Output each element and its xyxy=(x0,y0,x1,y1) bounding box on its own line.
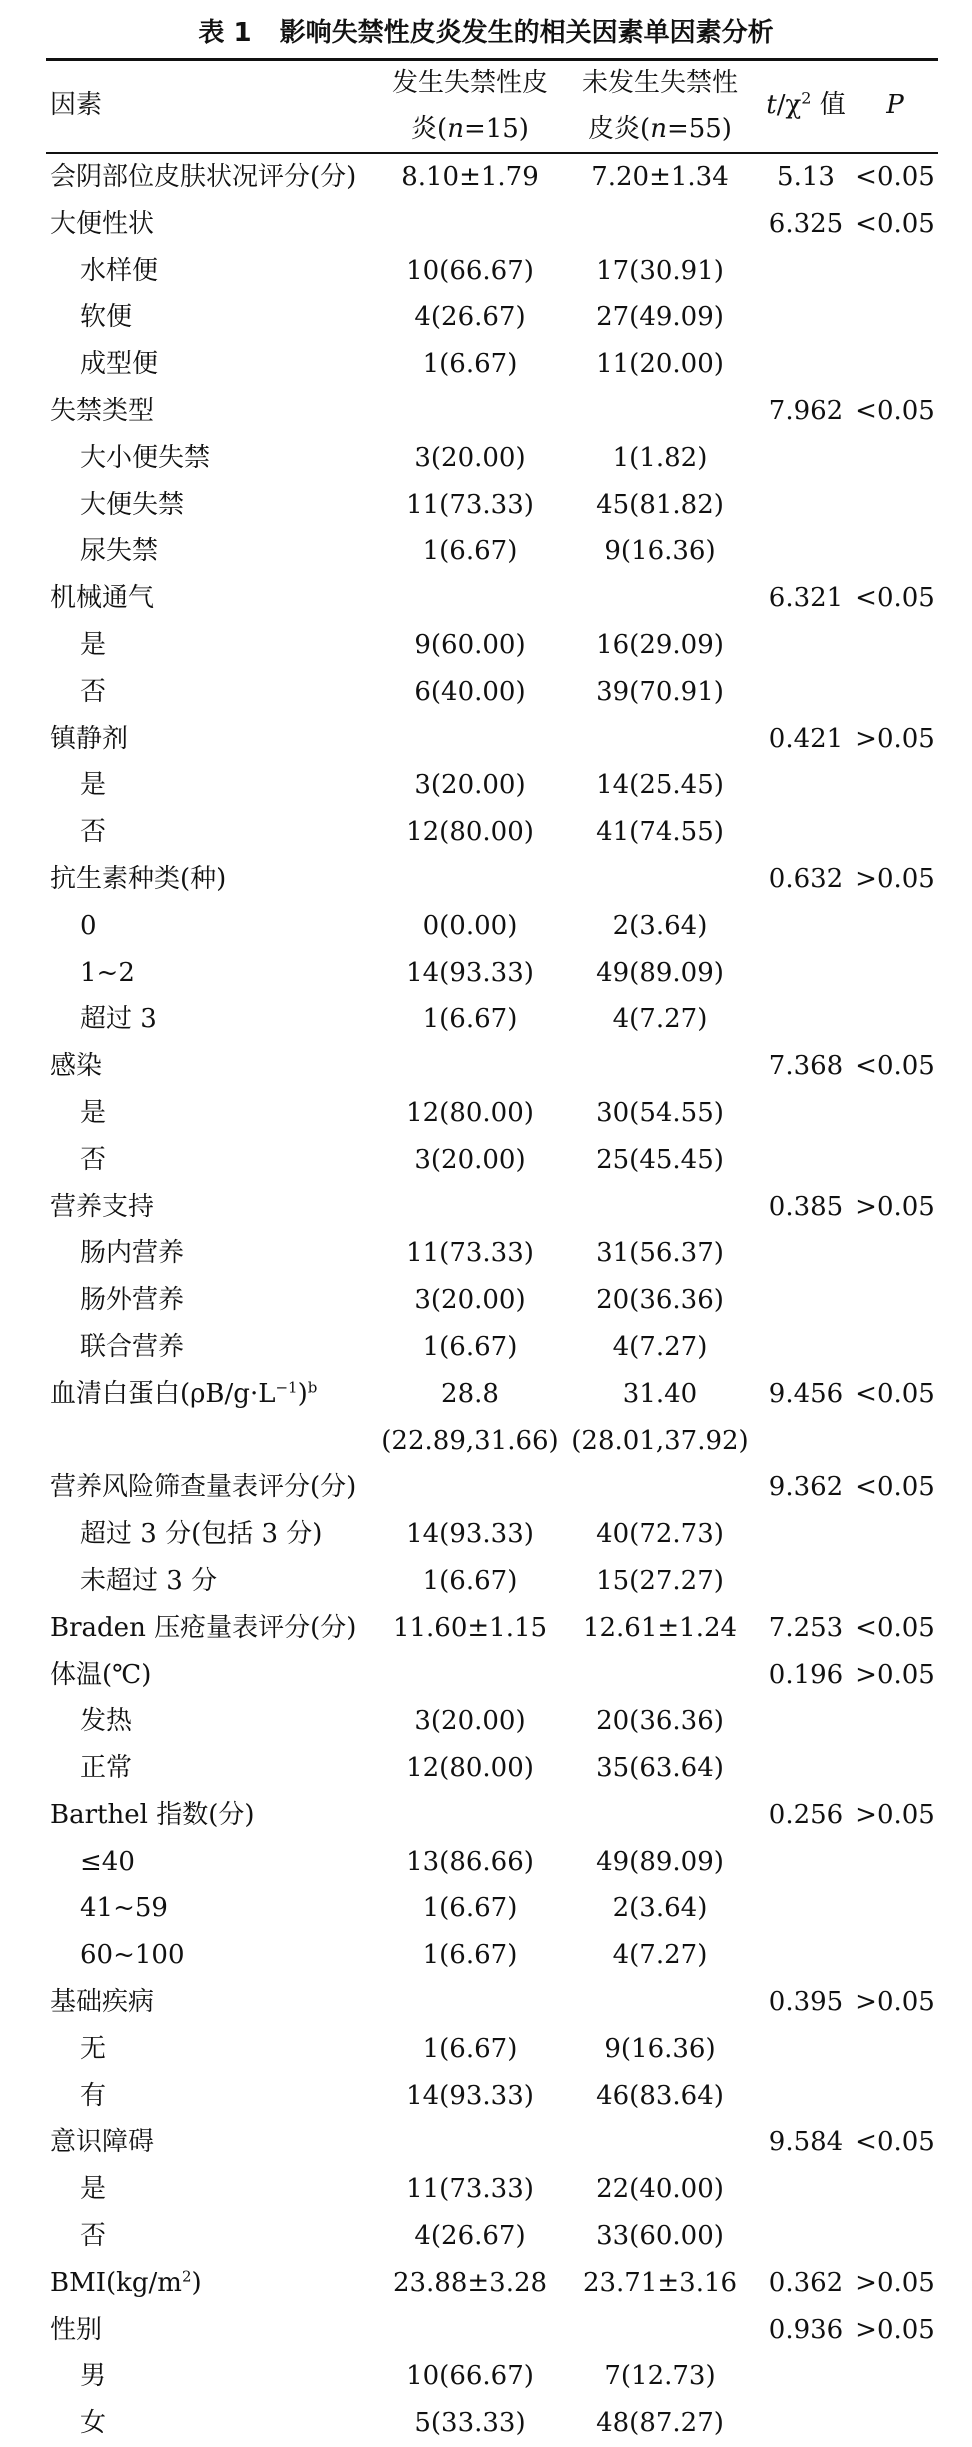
group-incidence-value: (22.89,31.66) xyxy=(381,1425,559,1456)
group-non-incidence-value: 41(74.55) xyxy=(596,817,724,848)
group-non-incidence-value: 1(1.82) xyxy=(612,442,708,473)
statistic-value: 0.395 xyxy=(768,1987,844,2018)
group-incidence-value: 1(6.67) xyxy=(422,536,518,567)
table-row xyxy=(0,201,972,248)
group-non-incidence-value: 48(87.27) xyxy=(596,2408,724,2439)
group-non-incidence-value: 7.20±1.34 xyxy=(591,162,729,192)
p-value: <0.05 xyxy=(855,2127,935,2158)
group-incidence-value: 1(6.67) xyxy=(422,1565,518,1596)
p-value: <0.05 xyxy=(855,1051,935,1082)
group-non-incidence-value: 49(89.09) xyxy=(596,1846,724,1877)
p-value: >0.05 xyxy=(855,1191,935,1222)
header-group-incidence-line1: 发生失禁性皮 xyxy=(391,68,548,98)
factor-label: 会阴部位皮肤状况评分(分) xyxy=(50,162,357,192)
group-incidence-value: 1(6.67) xyxy=(422,1331,518,1362)
group-non-incidence-value: 16(29.09) xyxy=(596,629,724,660)
statistic-value: 0.936 xyxy=(768,2314,844,2345)
table-subrow xyxy=(0,528,972,575)
factor-label: 女 xyxy=(80,2408,107,2439)
group-non-incidence-value: 31(56.37) xyxy=(596,1238,724,1269)
group-incidence-value: 9(60.00) xyxy=(414,629,526,660)
group-incidence-value: 12(80.00) xyxy=(406,817,534,848)
p-value: >0.05 xyxy=(855,2267,935,2298)
group-non-incidence-value: 11(20.00) xyxy=(596,349,724,380)
table-row xyxy=(0,1184,972,1231)
factor-label: Braden 压疮量表评分(分) xyxy=(50,1612,357,1643)
group-incidence-value: 3(20.00) xyxy=(414,442,526,473)
header-factor: 因素 xyxy=(50,90,103,120)
header-group-incidence xyxy=(375,60,565,152)
table-subrow xyxy=(0,1090,972,1137)
factor-label: 尿失禁 xyxy=(80,536,159,567)
p-value: >0.05 xyxy=(855,1659,935,1690)
factor-label: 发热 xyxy=(80,1706,133,1737)
group-non-incidence-value: 22(40.00) xyxy=(596,2174,724,2205)
header-group-non-incidence-line1: 未发生失禁性 xyxy=(581,68,738,98)
factor-label: 肠内营养 xyxy=(80,1238,185,1269)
factor-label: 正常 xyxy=(80,1753,133,1784)
p-value: <0.05 xyxy=(855,1378,935,1409)
group-incidence-value: 12(80.00) xyxy=(406,1753,534,1784)
table-subrow xyxy=(0,2026,972,2073)
table-row xyxy=(0,1652,972,1699)
statistic-value: 6.325 xyxy=(768,208,844,239)
table-row xyxy=(0,1792,972,1839)
group-non-incidence-value: 2(3.64) xyxy=(612,1893,708,1924)
group-non-incidence-value: 12.61±1.24 xyxy=(582,1612,738,1643)
statistic-value: 0.421 xyxy=(768,723,844,754)
group-incidence-value: 4(26.67) xyxy=(414,302,526,333)
header-group-non-incidence xyxy=(565,60,755,152)
factor-label: 抗生素种类(种) xyxy=(50,863,227,894)
table-subrow xyxy=(0,622,972,669)
factor-label: 性别 xyxy=(50,2314,103,2345)
table-row xyxy=(0,1418,972,1465)
group-non-incidence-value: 30(54.55) xyxy=(596,1097,724,1128)
factor-label: 男 xyxy=(80,2361,107,2392)
factor-label: 60~100 xyxy=(80,1940,185,1971)
table-subrow xyxy=(0,1698,972,1745)
statistic-value: 9.584 xyxy=(768,2127,844,2158)
table-row xyxy=(0,716,972,763)
table-subrow xyxy=(0,1230,972,1277)
table-number: 表 1 xyxy=(198,18,252,48)
header-group-incidence-line2: 炎(n=15) xyxy=(411,114,529,144)
group-incidence-value: 4(26.67) xyxy=(414,2221,526,2252)
group-non-incidence-value: 4(7.27) xyxy=(612,1331,708,1362)
table-row xyxy=(0,2119,972,2166)
table-subrow xyxy=(0,996,972,1043)
factor-label: ≤40 xyxy=(80,1846,135,1877)
group-incidence-value: 10(66.67) xyxy=(406,2361,534,2392)
factor-label: 大小便失禁 xyxy=(80,442,211,473)
factor-label: 有 xyxy=(80,2080,107,2111)
group-non-incidence-value: 35(63.64) xyxy=(596,1753,724,1784)
table-subrow xyxy=(0,1885,972,1932)
group-incidence-value: 11(73.33) xyxy=(406,489,534,520)
factor-label: 无 xyxy=(80,2033,107,2064)
table-row xyxy=(0,2307,972,2354)
factor-label: 1~2 xyxy=(80,957,135,988)
table-subrow xyxy=(0,1839,972,1886)
p-value: <0.05 xyxy=(855,1472,935,1503)
factor-label: 意识障碍 xyxy=(50,2127,155,2158)
group-incidence-value: 5(33.33) xyxy=(414,2408,526,2439)
factor-label: 是 xyxy=(80,1097,107,1128)
factor-label: 是 xyxy=(80,2174,107,2205)
factor-label: 镇静剂 xyxy=(50,723,129,754)
group-non-incidence-value: 27(49.09) xyxy=(596,302,724,333)
factor-label: 0 xyxy=(80,910,97,941)
table-subrow xyxy=(0,435,972,482)
group-incidence-value: 12(80.00) xyxy=(406,1097,534,1128)
group-non-incidence-value: 20(36.36) xyxy=(596,1706,724,1737)
factor-label: 成型便 xyxy=(80,349,159,380)
statistic-value: 9.456 xyxy=(768,1378,844,1409)
group-incidence-value: 3(20.00) xyxy=(414,1285,526,1316)
factor-label: 未超过 3 分 xyxy=(80,1565,218,1596)
table-subrow xyxy=(0,294,972,341)
group-non-incidence-value: 23.71±3.16 xyxy=(582,2267,738,2298)
group-incidence-value: 3(20.00) xyxy=(414,770,526,801)
statistic-value: 0.632 xyxy=(768,863,844,894)
group-incidence-value: 1(6.67) xyxy=(422,2033,518,2064)
group-non-incidence-value: 15(27.27) xyxy=(596,1565,724,1596)
table-subrow xyxy=(0,248,972,295)
group-incidence-value: 14(93.33) xyxy=(406,1519,534,1550)
table-row xyxy=(0,2260,972,2307)
table-subrow xyxy=(0,2166,972,2213)
factor-label: 软便 xyxy=(80,302,133,333)
group-incidence-value: 3(20.00) xyxy=(414,1706,526,1737)
table-row xyxy=(0,1464,972,1511)
factor-label: 大便性状 xyxy=(50,208,155,239)
group-incidence-value: 14(93.33) xyxy=(406,2080,534,2111)
table-subrow xyxy=(0,2213,972,2260)
group-non-incidence-value: 49(89.09) xyxy=(596,957,724,988)
table-subrow xyxy=(0,809,972,856)
group-non-incidence-value: 9(16.36) xyxy=(604,2033,716,2064)
p-value: <0.05 xyxy=(855,162,935,192)
table-row xyxy=(0,1979,972,2026)
statistic-value: 6.321 xyxy=(768,583,844,614)
group-incidence-value: 11.60±1.15 xyxy=(392,1612,548,1643)
table-subrow xyxy=(0,2073,972,2120)
table-row xyxy=(0,575,972,622)
factor-label: 否 xyxy=(80,1144,107,1175)
factor-label: $BMI(kg/m^2)$ xyxy=(50,2267,202,2298)
table-subrow xyxy=(0,903,972,950)
factor-label: 41~59 xyxy=(80,1893,168,1924)
factor-label: 超过 3 分(包括 3 分) xyxy=(80,1519,323,1550)
factor-label: 机械通气 xyxy=(50,583,155,614)
factor-label: 大便失禁 xyxy=(80,489,185,520)
table-subrow xyxy=(0,1932,972,1979)
factor-label: 血清白蛋白$(\rho B/g\cdot L^{-1})^b$ xyxy=(50,1378,318,1409)
factor-label: 否 xyxy=(80,2221,107,2252)
table-subrow xyxy=(0,482,972,529)
factor-label: 是 xyxy=(80,770,107,801)
table-title xyxy=(0,12,972,60)
table-row xyxy=(0,1605,972,1652)
statistic-value: 7.368 xyxy=(768,1051,844,1082)
group-non-incidence-value: 20(36.36) xyxy=(596,1285,724,1316)
group-incidence-value: 14(93.33) xyxy=(406,957,534,988)
group-non-incidence-value: 31.40 xyxy=(622,1378,698,1409)
p-value: >0.05 xyxy=(855,1799,935,1830)
table-subrow xyxy=(0,341,972,388)
group-non-incidence-value: 9(16.36) xyxy=(604,536,716,567)
group-incidence-value: 1(6.67) xyxy=(422,1940,518,1971)
statistic-value: 0.196 xyxy=(768,1659,844,1690)
table-row xyxy=(0,1043,972,1090)
group-non-incidence-value: 25(45.45) xyxy=(596,1144,724,1175)
group-non-incidence-value: 17(30.91) xyxy=(596,255,724,286)
p-value: >0.05 xyxy=(855,2314,935,2345)
group-non-incidence-value: 46(83.64) xyxy=(596,2080,724,2111)
p-value: <0.05 xyxy=(855,1612,935,1643)
table-caption: 影响失禁性皮炎发生的相关因素单因素分析 xyxy=(279,18,774,48)
group-incidence-value: 23.88±3.28 xyxy=(392,2267,548,2298)
p-value: >0.05 xyxy=(855,1987,935,2018)
group-incidence-value: 11(73.33) xyxy=(406,1238,534,1269)
table-row xyxy=(0,1371,972,1418)
group-incidence-value: 6(40.00) xyxy=(414,676,526,707)
group-non-incidence-value: 4(7.27) xyxy=(612,1004,708,1035)
group-incidence-value: 13(86.66) xyxy=(406,1846,534,1877)
statistic-value: 0.385 xyxy=(768,1191,844,1222)
factor-label: 基础疾病 xyxy=(50,1987,155,2018)
table-subrow xyxy=(0,2353,972,2400)
group-non-incidence-value: 40(72.73) xyxy=(596,1519,724,1550)
table-subrow xyxy=(0,1558,972,1605)
p-value: <0.05 xyxy=(855,395,935,426)
p-value: <0.05 xyxy=(855,583,935,614)
group-non-incidence-value: 14(25.45) xyxy=(596,770,724,801)
group-incidence-value: 11(73.33) xyxy=(406,2174,534,2205)
group-non-incidence-value: 39(70.91) xyxy=(596,676,724,707)
header-p-value: P xyxy=(886,90,904,120)
group-non-incidence-value: 2(3.64) xyxy=(612,910,708,941)
table-subrow xyxy=(0,2400,972,2447)
group-incidence-value: 8.10±1.79 xyxy=(401,162,539,192)
factor-label: 感染 xyxy=(50,1051,103,1082)
factor-label: 超过 3 xyxy=(80,1004,157,1035)
table-body xyxy=(0,154,972,2447)
group-non-incidence-value: (28.01,37.92) xyxy=(571,1425,749,1456)
factor-label: 否 xyxy=(80,676,107,707)
header-group-non-incidence-line2: 皮炎(n=55) xyxy=(588,114,732,144)
factor-label: 营养风险筛查量表评分(分) xyxy=(50,1472,357,1503)
group-incidence-value: 1(6.67) xyxy=(422,1004,518,1035)
table-subrow xyxy=(0,1511,972,1558)
table-subrow xyxy=(0,950,972,997)
header-statistic: $t/\chi^2$ 值 xyxy=(766,88,846,120)
statistic-value: 7.253 xyxy=(768,1612,844,1643)
table-subrow xyxy=(0,1277,972,1324)
statistic-value: 0.362 xyxy=(768,2267,844,2298)
factor-label: 否 xyxy=(80,817,107,848)
group-incidence-value: 3(20.00) xyxy=(414,1144,526,1175)
factor-label: 水样便 xyxy=(80,255,159,286)
statistic-value: 9.362 xyxy=(768,1472,844,1503)
group-non-incidence-value: 4(7.27) xyxy=(612,1940,708,1971)
factor-label: 失禁类型 xyxy=(50,395,155,426)
statistic-value: 7.962 xyxy=(768,395,844,426)
factor-label: Barthel 指数(分) xyxy=(50,1799,255,1830)
group-non-incidence-value: 33(60.00) xyxy=(596,2221,724,2252)
statistic-value: 5.13 xyxy=(777,162,835,192)
table-subrow xyxy=(0,762,972,809)
statistic-value: 0.256 xyxy=(768,1799,844,1830)
group-incidence-value: 1(6.67) xyxy=(422,1893,518,1924)
group-incidence-value: 1(6.67) xyxy=(422,349,518,380)
table-row xyxy=(0,154,972,201)
table-subrow xyxy=(0,1745,972,1792)
table-row xyxy=(0,388,972,435)
factor-label: 联合营养 xyxy=(80,1331,185,1362)
p-value: <0.05 xyxy=(855,208,935,239)
table-subrow xyxy=(0,1324,972,1371)
p-value: >0.05 xyxy=(855,723,935,754)
factor-label: 是 xyxy=(80,629,107,660)
group-incidence-value: 10(66.67) xyxy=(406,255,534,286)
factor-label: 营养支持 xyxy=(50,1191,155,1222)
factor-label: 体温(℃) xyxy=(50,1659,152,1690)
factor-label: 肠外营养 xyxy=(80,1285,185,1316)
group-incidence-value: 28.8 xyxy=(441,1378,499,1409)
group-non-incidence-value: 7(12.73) xyxy=(604,2361,716,2392)
group-non-incidence-value: 45(81.82) xyxy=(596,489,724,520)
p-value: >0.05 xyxy=(855,863,935,894)
table-subrow xyxy=(0,1137,972,1184)
table-row xyxy=(0,856,972,903)
group-incidence-value: 0(0.00) xyxy=(422,910,518,941)
table-subrow xyxy=(0,669,972,716)
